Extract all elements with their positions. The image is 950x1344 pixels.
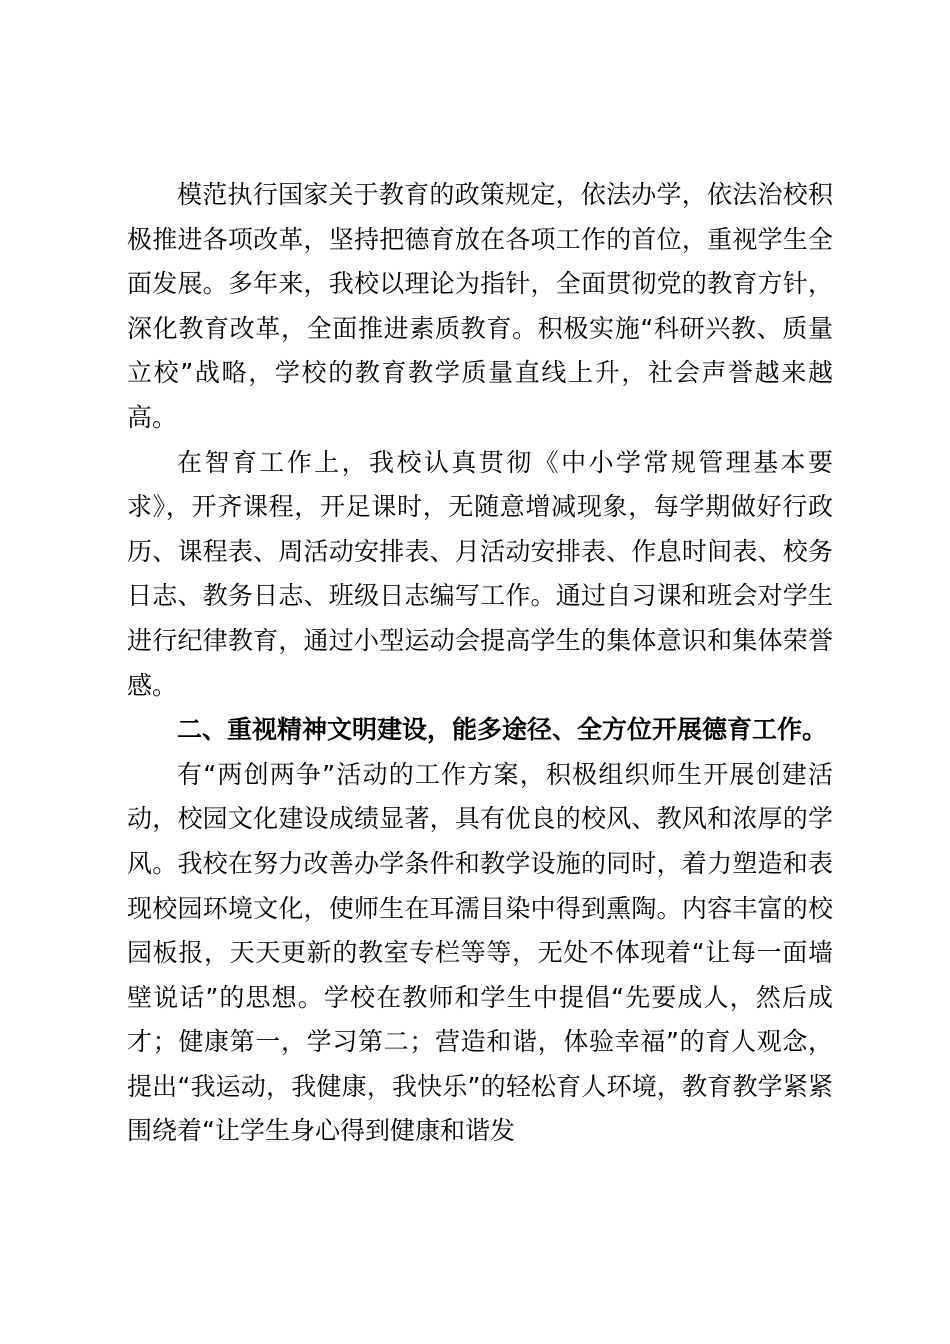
paragraph-1: 模范执行国家关于教育的政策规定，依法办学，依法治校积极推进各项改革，坚持把德育放在各项工作的首位，重视学生全面发展。多年来，我校以理论为指针，全面贯彻党的教育方针，深化教育改革，全面推进素质教育。积极实施“科研兴教、质量立校”战略，学校的教育教学质量直线上升，社会声誉越来越高。 — [127, 180, 833, 432]
paragraph-2: 在智育工作上，我校认真贯彻《中小学常规管理基本要求》，开齐课程，开足课时，无随意增减现象，每学期做好行政历、课程表、周活动安排表、月活动安排表、作息时间表、校务日志、教务日志、班级日志编写工作。通过自习课和班会对学生进行纪律教育，通过小型运动会提高学生的集体意识和集体荣誉感。 — [127, 447, 833, 700]
document-body — [127, 173, 833, 1154]
section-heading: 二、重视精神文明建设，能多途径、全方位开展德育工作。 — [177, 715, 828, 745]
paragraph-3: 有“两创两争”活动的工作方案，积极组织师生开展创建活动，校园文化建设成绩显著，具有优良的校风、教风和浓厚的学风。我校在努力改善办学条件和教学设施的同时，着力塑造和表现校园环境文化，使师生在耳濡目染中得到熏陶。内容丰富的校园板报，天天更新的教室专栏等等，无处不体现着“让每一面墙壁说话”的思想。学校在教师和学生中提倡“先要成人，然后成才；健康第一，学习第二；营造和谐，体验幸福”的育人观念，提出“我运动，我健康，我快乐”的轻松育人环境，教育教学紧紧围绕着“让学生身心得到健康和谐发 — [127, 759, 833, 1146]
